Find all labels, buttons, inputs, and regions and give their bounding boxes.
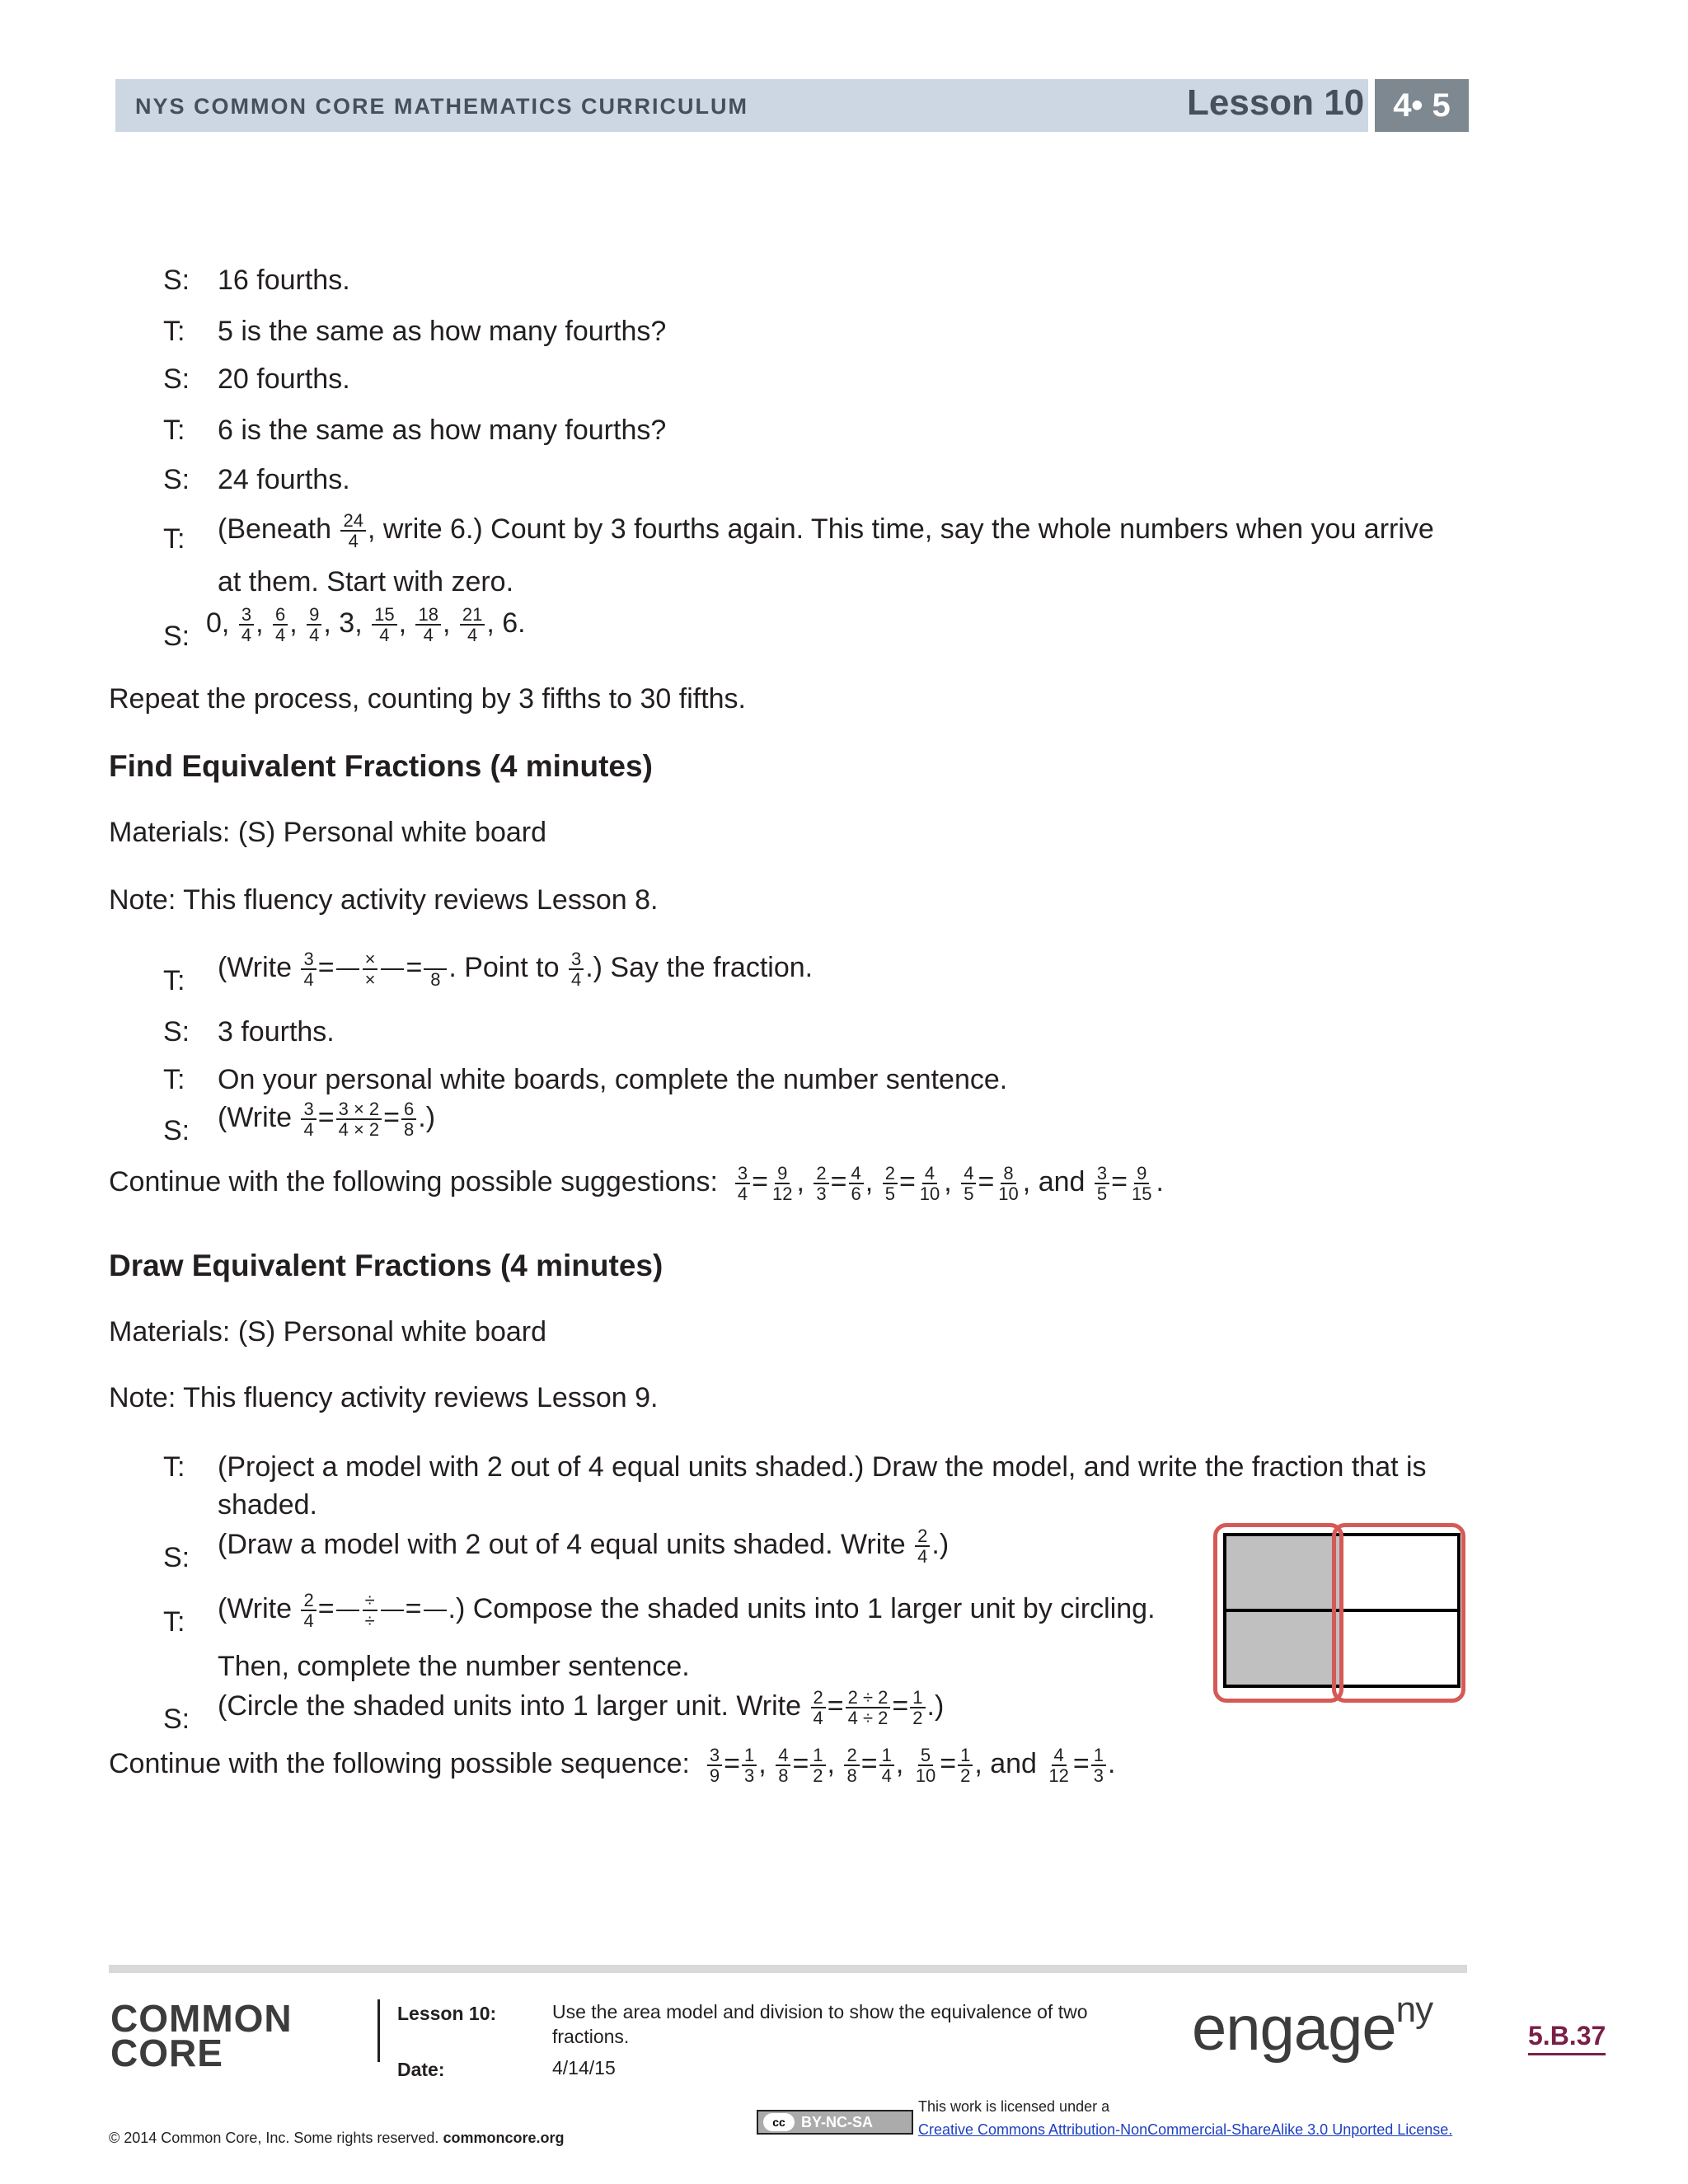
dialogue-line: shaded. [218,1489,317,1521]
lesson-label: Lesson 10: [397,2003,497,2024]
dialogue-line: 5 is the same as how many fourths? [218,316,667,347]
dialogue-line: (Draw a model with 2 out of 4 equal units shaded. Write $\frac{2}{4}$ .) [218,1526,950,1567]
instruction-text: Repeat the process, counting by 3 fifths to 30 fifths. [109,683,747,715]
materials-text: Materials: (S) Personal white board [109,1316,547,1347]
dialogue-line: 6 is the same as how many fourths? [218,415,667,446]
license-badge: cc BY-NC-SA [757,2110,913,2135]
cc-icon: cc [763,2113,795,2131]
dialogue-line: 24 fourths. [218,464,350,495]
speaker-label: S: [163,621,190,652]
lesson-description: Use the area model and division to show the equivalence of two fractions. [552,2001,1088,2047]
dialogue-line: 16 fourths. [218,265,350,296]
dialogue-line: On your personal white boards, complete the number sentence. [218,1064,1008,1095]
dialogue-line: (Write $\frac{3}{4}$ = $\frac{\times}{\times}$ = 8 . Point to $\frac{3}{4}$ .) Say the fraction. [218,949,814,990]
page-number: 5.B.37 [1528,2021,1606,2055]
speaker-label: T: [163,415,185,446]
speaker-label: T: [163,965,185,996]
dialogue-line: (Circle the shaded units into 1 larger unit. Write $\frac{2}{4}$ = $\frac{2 \div 2}{4 \div 2}$ = $\frac{1}{2}$ .) [218,1687,945,1728]
speaker-label: S: [163,1115,190,1146]
date-label: Date: [397,2059,445,2080]
circle-shaded-units [1213,1523,1343,1703]
dialogue-line: (Beneath $\frac{24}{4}$ , write 6.) Count by 3 fourths again. This time, say the whole numbers when you arrive [218,510,1434,551]
dialogue-line: (Project a model with 2 out of 4 equal units shaded.) Draw the model, and write the fraction that is [218,1451,1427,1483]
count-sequence: 0, $\frac{3}{4}$ , $\frac{6}{4}$ , $\frac{9}{4}$ , 3, $\frac{15}{4}$ , $\frac{18}{4}$ , $\frac{21}{4}$ , 6. [206,604,526,645]
speaker-label: T: [163,523,185,555]
speaker-label: T: [163,316,185,347]
speaker-label: T: [163,1606,185,1638]
dialogue-line: 3 fourths. [218,1016,335,1047]
sequence-line: Continue with the following possible sequence: $\frac{3}{9}$ = $\frac{1}{3}$ , $\frac{4}{8}$ = $\frac{1}{2}$ , $\frac{2}{8}$ = $\frac{1}{4}$ , $\frac{5}{10}$ = $\frac{1}{2}$ , and $\frac{4}{12}$ = $\frac{1}{3}$ . [109,1745,1116,1786]
dialogue-line: Then, complete the number sentence. [218,1651,690,1682]
fraction: $\frac{24}{4}$ [340,511,365,551]
speaker-label: S: [163,1704,190,1735]
footer-vertical-divider [377,1999,380,2062]
suggestions-line: Continue with the following possible suggestions: $\frac{3}{4}$ = $\frac{9}{12}$ , $\frac{2}{3}$ = $\frac{4}{6}$ , $\frac{2}{5}$ = $\frac{4}{10}$ , $\frac{4}{5}$ = $\frac{8}{10}$ , and $\frac{3}{5}$ = $\frac{9}{15}$ . [109,1163,1164,1204]
copyright-text: © 2014 Common Core, Inc. Some rights reserved. commoncore.org [109,2130,565,2146]
dialogue-line: at them. Start with zero. [218,566,514,598]
speaker-label: S: [163,265,190,296]
area-model [1212,1521,1467,1704]
speaker-label: S: [163,464,190,495]
note-text: Note: This fluency activity reviews Lesson 9. [109,1382,659,1413]
section-heading: Draw Equivalent Fractions (4 minutes) [109,1249,663,1282]
common-core-logo: COMMON CORE [110,1997,293,2074]
lesson-title: Lesson 10 [1187,82,1365,123]
dialogue-line: (Write $\frac{3}{4}$ = $\frac{3 \times 2}{4 \times 2}$ = $\frac{6}{8}$ .) [218,1099,436,1140]
date-value: 4/14/15 [552,2057,616,2079]
section-heading: Find Equivalent Fractions (4 minutes) [109,749,653,783]
note-text: Note: This fluency activity reviews Lesson 8. [109,884,659,916]
license-text: This work is licensed under a [918,2098,1110,2115]
license-link[interactable]: Creative Commons Attribution-NonCommercial-ShareAlike 3.0 Unported License. [918,2121,1453,2138]
speaker-label: T: [163,1451,185,1483]
speaker-label: S: [163,363,190,395]
engageny-logo: engage$^{ny}$ [1192,1989,1433,2064]
materials-text: Materials: (S) Personal white board [109,817,547,848]
speaker-label: S: [163,1016,190,1047]
dialogue-line: (Write $\frac{2}{4}$ = $\frac{\div}{\div}$ = .) Compose the shaded units into 1 larger unit by circling. [218,1590,1156,1631]
footer-divider [109,1965,1467,1973]
circle-unshaded-units [1332,1523,1465,1703]
dialogue-line: 20 fourths. [218,363,350,395]
grade-module-badge: 4• 5 [1375,79,1469,132]
speaker-label: T: [163,1064,185,1095]
speaker-label: S: [163,1542,190,1573]
curriculum-title: NYS COMMON CORE MATHEMATICS CURRICULUM [135,94,748,119]
